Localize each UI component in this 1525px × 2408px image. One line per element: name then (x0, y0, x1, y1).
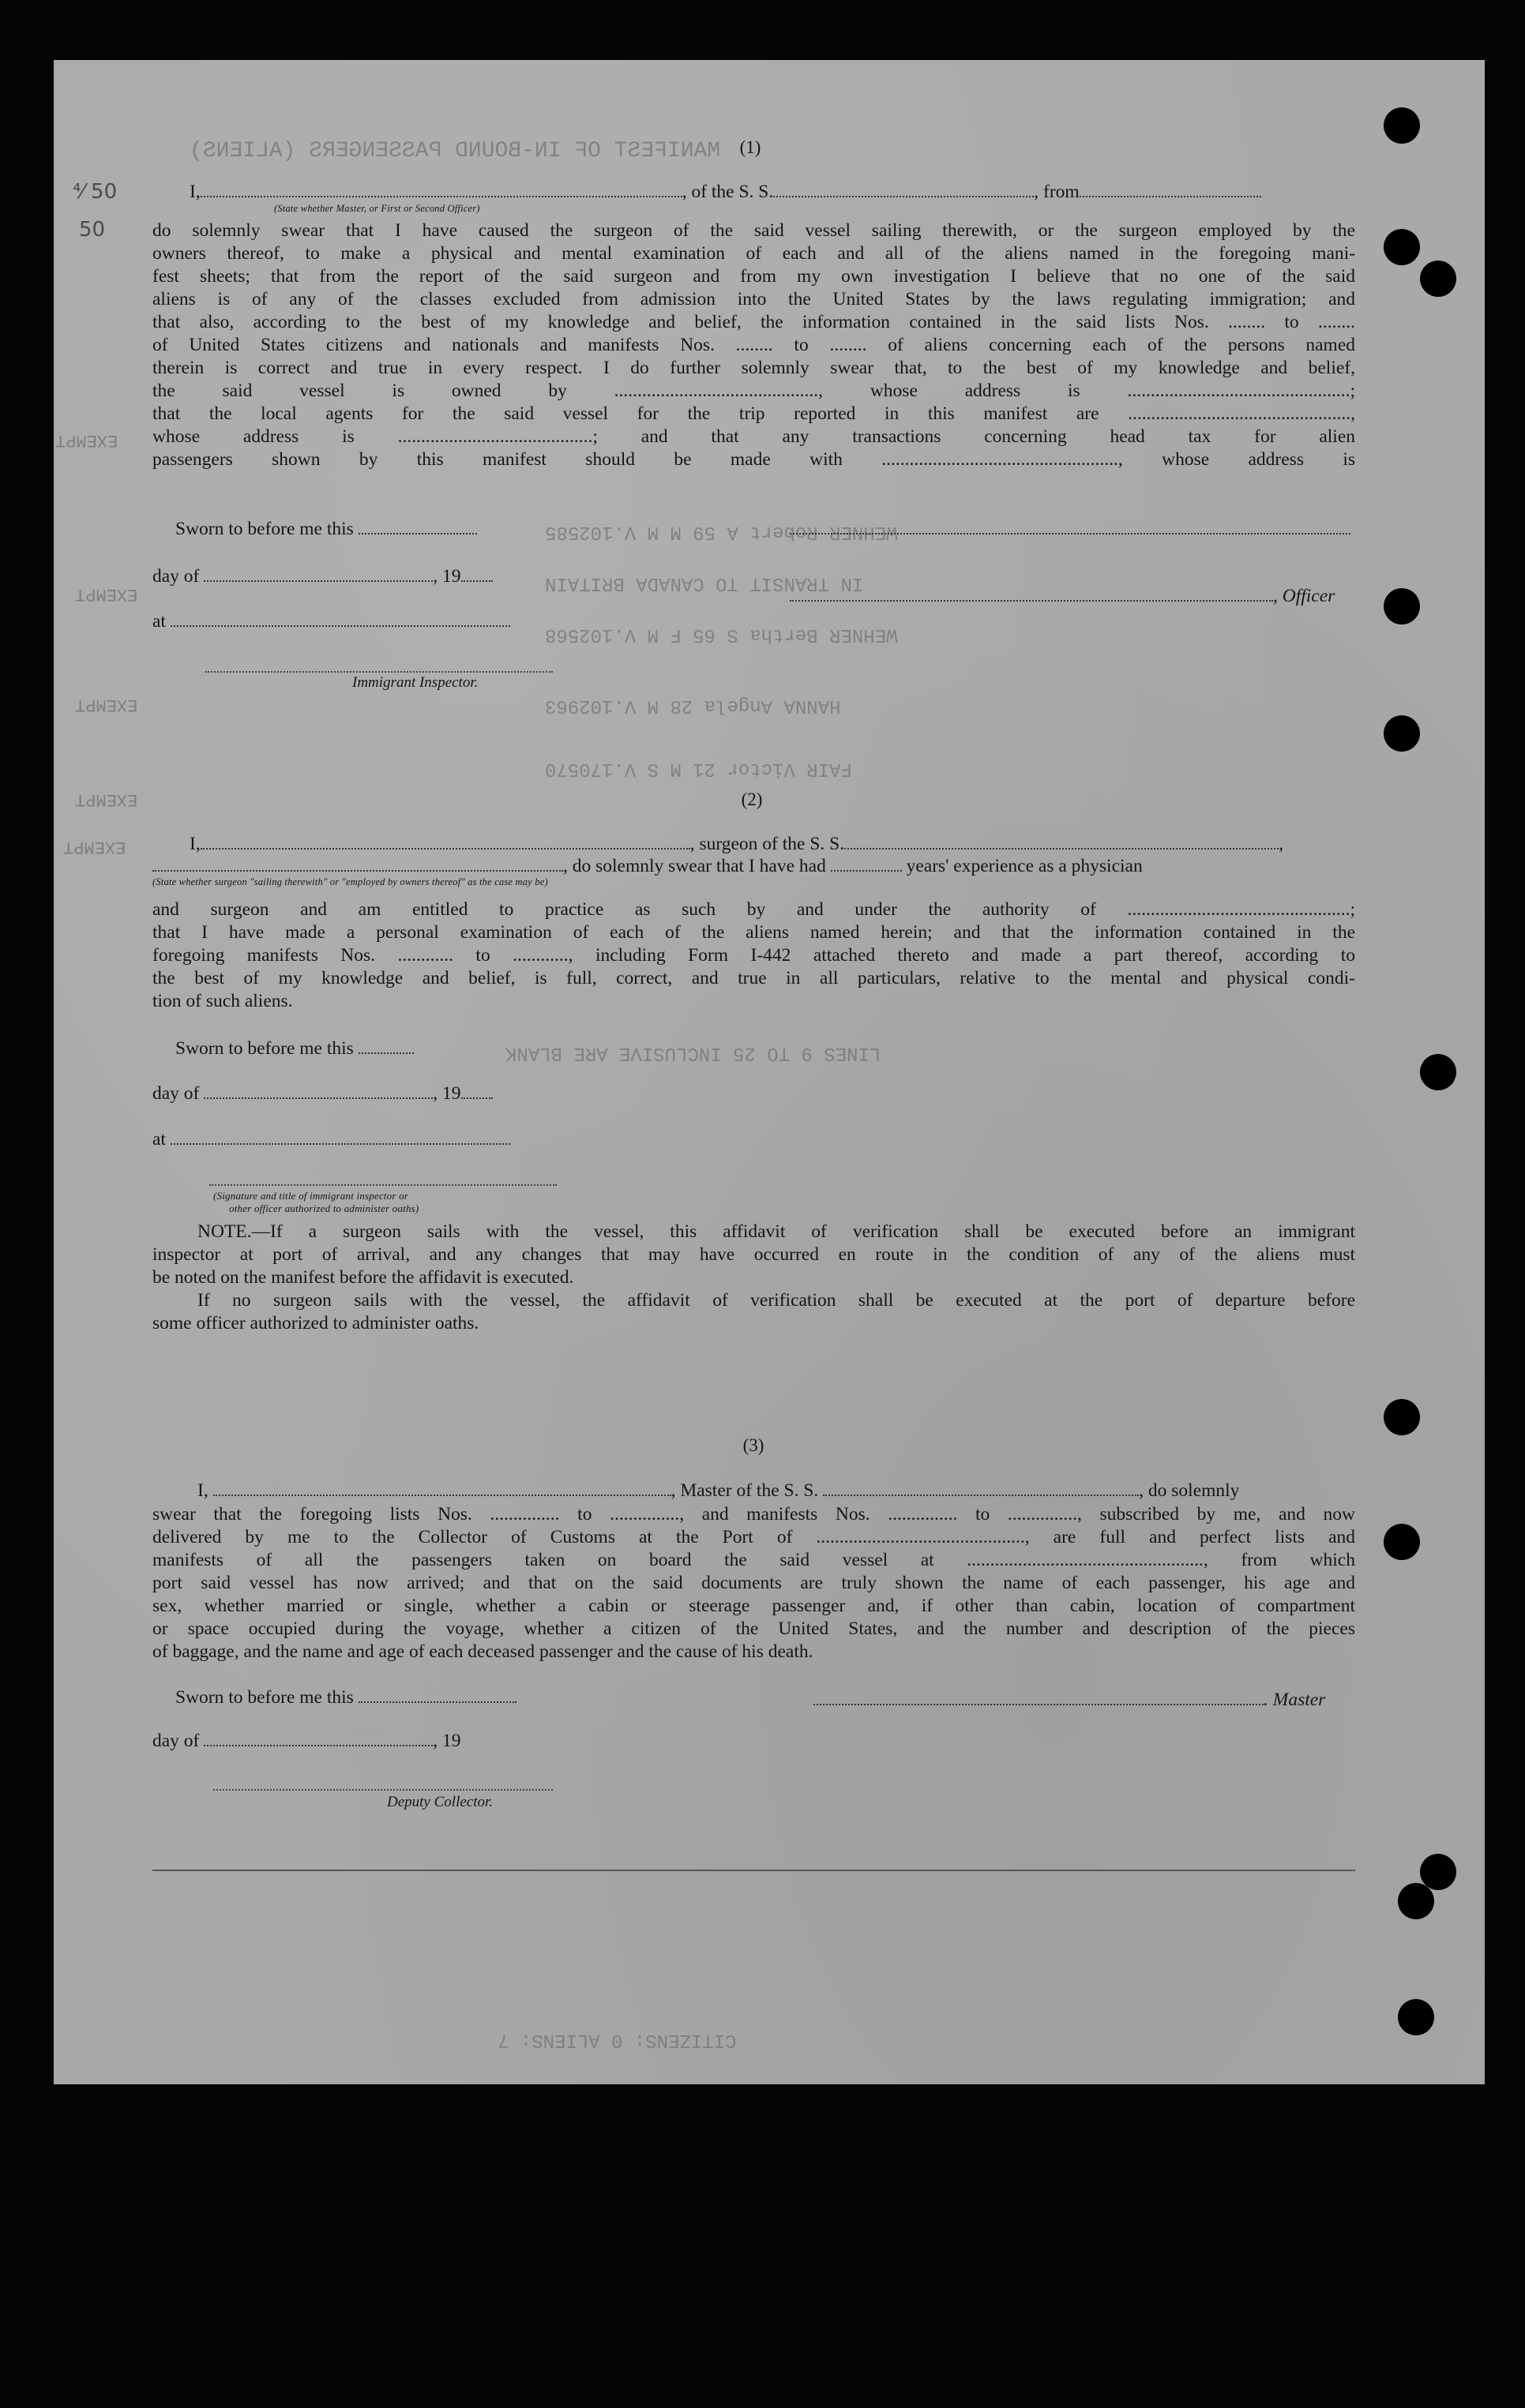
sworn-date-field-3[interactable] (359, 1690, 516, 1703)
officer-signature-line (790, 519, 1350, 540)
bleed-through-row: FAIR Victor 21 M S V.170570 (545, 758, 852, 779)
bleed-through-row: WEHNER Robert A 59 M M V.102585 (545, 521, 898, 542)
sworn-line-3: Sworn to before me this (175, 1687, 516, 1708)
master-signature-line: . Master (813, 1690, 1325, 1711)
affidavit-3-body: swear that the foregoing lists Nos. ............... to ..............., and manifests Nos. ............... to ..............., subscribed by me, and now delivered by me to the Collector of Customs at the Port of ............................................., are full and perfect lists and manifests of all the passengers taken on board the said vessel at ..................................................., from which port said vessel has now arrived; and that on the said documents are truly shown the name of each passenger, his age and sex, whether married or single, whether a cabin or steerage passenger and, if other than cabin, location of compartment or space occupied during the voyage, whether a citizen of the United States, and the number and description of the pieces of baggage, and the name and age of each deceased passenger and the cause of his death. (152, 1504, 1355, 1662)
immigrant-inspector-caption: Immigrant Inspector. (352, 674, 479, 691)
master-vessel-field[interactable] (823, 1483, 1139, 1496)
bleed-through-row: IN TRANSIT TO CANADA BRITAIN (545, 572, 864, 594)
punch-hole (1398, 1883, 1434, 1919)
affidavit-1-first-line: I, , of the S. S. , from (190, 182, 1261, 203)
affidavit-3-first-line: I, , Master of the S. S. , do solemnly (197, 1480, 1240, 1501)
day-of-line-1: day of , 19 (152, 566, 493, 587)
punch-hole (1384, 1524, 1420, 1560)
at-line-2: at (152, 1129, 510, 1150)
affidavit-2-second-line: , do solemnly swear that I have had years' experience as a physician (152, 856, 1143, 877)
bleed-through-margin: EXEMPT (75, 790, 138, 809)
bottom-rule (152, 1870, 1355, 1871)
note-2-paragraph: If no surgeon sails with the vessel, the affidavit of verification shall be executed at the port of departure before some officer authorized to administer oaths. (152, 1290, 1355, 1333)
sworn-line-2: Sworn to before me this (175, 1038, 414, 1060)
bleed-through-title: MANIFEST OF IN-BOUND PASSENGERS (ALIENS) (190, 139, 721, 163)
signature-caption-1: (Signature and title of immigrant inspector or (213, 1190, 409, 1202)
punch-hole (1384, 107, 1420, 144)
inspector-signature-rule (205, 671, 553, 673)
day-of-field[interactable] (204, 569, 433, 582)
punch-hole (1384, 715, 1420, 752)
day-of-line-2: day of , 19 (152, 1083, 493, 1105)
year-field[interactable] (461, 569, 493, 582)
sworn-date-field[interactable] (359, 522, 477, 534)
from-port-field[interactable] (1080, 185, 1261, 197)
surgeon-name-field[interactable] (201, 837, 690, 850)
bleed-through-margin: EXEMPT (75, 695, 138, 715)
bleed-through-row: HANNA Angela 28 M V.102963 (545, 695, 841, 716)
officer-signature-field[interactable] (790, 589, 1273, 602)
affidavit-2-first-line: I, , surgeon of the S. S. , (190, 834, 1283, 854)
punch-hole (1398, 1999, 1434, 2035)
at-line-1: at (152, 611, 510, 632)
day-of-line-3: day of , 19 (152, 1731, 461, 1751)
officer-line: , Officer (790, 586, 1335, 607)
master-signature-field[interactable] (813, 1693, 1264, 1705)
year-field-2[interactable] (461, 1086, 493, 1099)
signature-rule-2 (209, 1184, 557, 1186)
signature-caption-2: other officer authorized to administer oaths) (229, 1202, 419, 1214)
officer-name-field[interactable] (201, 185, 682, 197)
at-place-field[interactable] (171, 614, 510, 627)
deputy-collector-caption: Deputy Collector. (387, 1794, 494, 1810)
bleed-through-margin: EXEMPT (55, 430, 118, 450)
margin-mark: 50 (79, 218, 106, 242)
note-paragraph: NOTE.—If a surgeon sails with the vessel, this affidavit of verification shall be executed before an immigrant inspector at port of arrival, and any changes that may have occurred en route in the condition of any of the aliens must be noted on the manifest before the affidavit is executed. (152, 1221, 1355, 1288)
affidavit-1-body: do solemnly swear that I have caused the surgeon of the said vessel sailing therewith, or the surgeon employed by the owners thereof, to make a physical and mental examination of each and all of the aliens named in the foregoing mani- fest sheets; that from the report of the said surgeon and from my own investigation I believe that no one of the said aliens is of any of the classes excluded from admission into the United States by the laws regulating immigration; and that also, according to the best of my knowledge and belief, the information contained in the said lists Nos. ........ to ........ of United States citizens and nationals and manifests Nos. ........ to ........ of aliens concerning each of the persons named therein is correct and true in every respect. I do further solemnly swear that, to the best of my knowledge and belief, the said vessel is owned by ............................................, whose address is ................................................; that the local agents for the said vessel for the trip reported in this manifest are ................................................, whose address is ..........................................; and that any transactions concerning head tax for alien passengers shown by this manifest should be made with ..................................................., whose address is (152, 220, 1355, 470)
officer-signature-top-field[interactable] (790, 522, 1350, 534)
punch-hole (1420, 1054, 1456, 1090)
section-1-heading: (1) (739, 137, 761, 157)
punch-hole (1384, 1399, 1420, 1435)
bleed-through-margin: EXEMPT (63, 837, 126, 857)
surgeon-vessel-field[interactable] (844, 837, 1279, 850)
collector-signature-rule (213, 1789, 553, 1791)
surgeon-status-caption: (State whether surgeon "sailing therewith" or "employed by owners thereof" as the case may be) (152, 876, 548, 887)
affidavit-2-body: and surgeon and am entitled to practice as such by and under the authority of ................................................; that I have made a personal examination of each of the aliens named herein; and that the information contained in the foregoing manifests Nos. ............ to ............, including Form I-442 attached thereto and made a part thereof, according to the best of my knowledge and belief, is full, correct, and true in all particulars, relative to the mental and physical condi- tion of such aliens. (152, 899, 1355, 1011)
punch-hole (1384, 588, 1420, 625)
surgeon-status-field[interactable] (152, 859, 563, 872)
vessel-name-field[interactable] (773, 185, 1034, 197)
punch-hole (1420, 1854, 1456, 1890)
at-place-field-2[interactable] (171, 1132, 510, 1145)
master-name-field[interactable] (213, 1483, 671, 1496)
bleed-through-margin: EXEMPT (75, 584, 138, 604)
bleed-through-row: LINES 9 TO 25 INCLUSIVE ARE BLANK (505, 1042, 881, 1063)
day-of-field-2[interactable] (204, 1086, 433, 1099)
sworn-date-field-2[interactable] (359, 1041, 414, 1054)
section-2-heading: (2) (741, 790, 763, 809)
margin-mark: ⁴⁄ 50 (73, 180, 118, 204)
bleed-through-row: WEHNER Bertha S 65 F M V.102568 (545, 624, 898, 645)
sworn-line-1: Sworn to before me this (175, 519, 477, 540)
years-experience-field[interactable] (831, 859, 902, 872)
punch-hole (1384, 229, 1420, 265)
section-3-heading: (3) (742, 1435, 764, 1455)
day-of-field-3[interactable] (204, 1734, 433, 1746)
punch-hole (1420, 261, 1456, 297)
officer-title-caption: (State whether Master, or First or Second Officer) (274, 203, 480, 214)
bleed-through-row: CITIZENS: 0 ALIENS: 7 (498, 2029, 737, 2050)
